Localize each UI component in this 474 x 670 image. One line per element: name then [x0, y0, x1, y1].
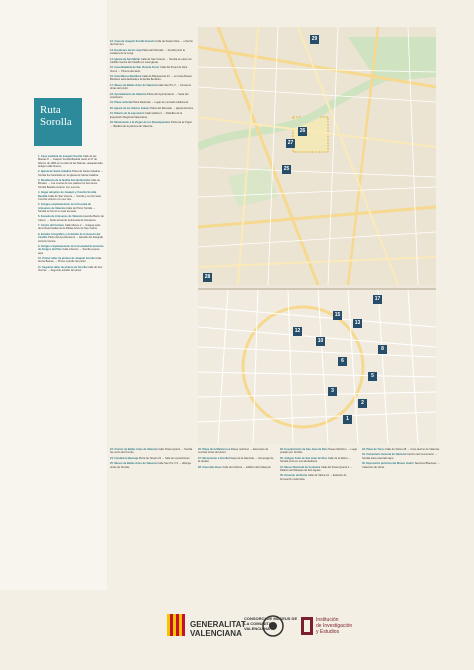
- map-marker[interactable]: 17: [374, 296, 381, 302]
- map-marker[interactable]: 1: [343, 415, 352, 424]
- entry-heading: 4. Hogar adoptivo de Joaquín y Concha Sorolla Bastida: [38, 191, 97, 198]
- entry-heading: 13. Escalones de la Lonja: [110, 48, 142, 52]
- entry-heading: 30. Antiguo Asilo de San Juan de Dios: [280, 456, 328, 460]
- entry-body: Calle de Xàtiva 24 → Estación de ferrocarril modernista.: [280, 474, 347, 481]
- map-marker[interactable]: 26: [299, 128, 306, 134]
- entry-heading: 10. Primer taller de pintura de Joaquín Sorolla: [38, 257, 95, 261]
- route-entry: [110, 112, 194, 119]
- entry-heading: 6. Escuela de Artesanos de Valencia: [38, 215, 83, 219]
- map-marker[interactable]: 27: [287, 140, 294, 146]
- route-entry: [280, 474, 358, 481]
- route-entry: [110, 457, 194, 460]
- left-column: [0, 0, 107, 590]
- entry-heading: 1. Casa natalicia de Joaquín Sorolla: [38, 155, 83, 158]
- entry-heading: 8. Estudio fotográfico y domicilio de la Gascón del Castillo: [38, 232, 101, 240]
- entry-body: Calle San Pío V 9 → Alberga obras de Sorolla.: [110, 462, 191, 469]
- map-marker[interactable]: 25: [283, 166, 290, 172]
- generalitat-name: GENERALITAT: [190, 620, 246, 629]
- entry-body: Calle de San Vicente → Sorolla se casó con Clotilde García del Castillo en esta iglesia.: [110, 57, 192, 64]
- map-marker[interactable]: 2: [358, 399, 367, 408]
- route-entry: [280, 466, 358, 473]
- entries-column-3b: [198, 448, 276, 471]
- generalitat-name-2: VALENCIANA: [190, 629, 242, 638]
- route-map[interactable]: [198, 27, 436, 444]
- route-entry: [280, 457, 358, 464]
- map-marker[interactable]: 13: [354, 320, 361, 326]
- entry-body: Plaza Redonda → Lugar de mercado tradicional.: [131, 101, 189, 105]
- entry-body: Calle de Santa Clara → el barrio del Carmen.: [110, 40, 193, 47]
- entry-heading: 21. Palacio de la exposición: [110, 112, 145, 116]
- entry-body: Calle de San Vicente → Sorolla y su hermana Concha vivieron con sus tíos.: [38, 194, 101, 201]
- route-entry: [38, 155, 104, 168]
- entry-body: Plaza de Santa Catalina → Sorolla fue bautizado en la iglesia de Santa Catalina.: [38, 170, 104, 177]
- entry-body: Plaza del Ayuntamiento → Sede del consistorio.: [110, 92, 189, 99]
- entry-body: Paseo de la Alameda → Homenaje de la ciudad.: [198, 456, 274, 464]
- entry-heading: 17. Museo de Bellas Artes de Valencia: [110, 83, 157, 87]
- entry-body: Tavernes Blanques → Colección de obras.: [362, 462, 440, 469]
- entry-heading: 16. Casa Museo Benlliure: [110, 75, 142, 79]
- entry-body: Avenida Barón de Cárcer → Sede actual de la Escuela de Artesanos.: [38, 215, 104, 222]
- route-entry: [110, 101, 194, 104]
- entry-body: Calle de San Vicente → Segundo estudio del pintor.: [38, 265, 103, 273]
- entry-body: Paseo Marítimo → Lugar pintado por Sorolla.: [280, 448, 358, 455]
- route-entry: [110, 75, 194, 82]
- entry-heading: 23. Círculo de Bellas Artes de Valencia: [110, 448, 158, 451]
- entry-body: Calle Libreros → Sorolla expuso aquí.: [38, 248, 100, 255]
- entry-heading: 24. Fundación Bancaja: [110, 456, 139, 460]
- route-entry: [38, 224, 104, 231]
- map-marker[interactable]: 6: [338, 357, 347, 366]
- entry-heading: 22. Monumento a la Virgen de los Desamparados: [110, 121, 171, 125]
- institucion-line-1: Institución: [316, 617, 339, 623]
- consorci-logo-text: CONSORCI DE MUSEUS DE LA COMUNITAT VALENCIANA: [244, 616, 298, 631]
- route-entry: [110, 462, 194, 469]
- institucion-logo-icon: [300, 616, 314, 636]
- entry-body: Calle Poeta Querol → Sorolla fue socio del Círculo.: [110, 448, 193, 455]
- route-entry: [362, 453, 440, 460]
- route-entry: [38, 257, 104, 264]
- route-entry: [110, 40, 194, 47]
- route-entry: [38, 245, 104, 255]
- entry-body: Calle del Poeta Querol 2 → Palacio del Marqués de Dos Aguas.: [280, 465, 353, 472]
- entry-body: Calle de la Reina → Edificio del Cabanyal.: [221, 465, 272, 469]
- entry-heading: 19. Plaza redonda: [110, 101, 132, 105]
- entry-heading: 28. Casa dels Bous: [198, 465, 222, 469]
- entry-heading: 5. Antiguo emplazamiento de la Escuela de Artesanos de Valencia: [38, 203, 91, 210]
- route-entry: [362, 462, 440, 469]
- entry-body: Calle de Bonaire → A la muerte de sus padres los hermanos Sorolla Bastida vivieron con sus tíos.: [38, 179, 101, 189]
- map-marker[interactable]: 10: [317, 338, 324, 344]
- entry-heading: 2. Iglesia de Santa Catalina: [38, 170, 72, 174]
- route-entry: [38, 233, 104, 243]
- entry-heading: 32. Estación del Norte: [280, 474, 308, 478]
- route-entry: [110, 66, 194, 73]
- map-marker[interactable]: 8: [378, 345, 387, 354]
- entry-heading: 12. Casa de Joaquín Sorolla Gascón: [110, 40, 155, 43]
- route-entry: [38, 170, 104, 177]
- route-entry: [110, 448, 194, 455]
- generalitat-logo-text: [190, 620, 246, 638]
- entries-column-3: [110, 448, 194, 471]
- route-entry: [110, 84, 194, 91]
- route-entry: [38, 191, 104, 201]
- entry-body: Calle de Xàtiva 28 → Coso taurino de Valencia.: [384, 448, 440, 451]
- entry-body: Plaza de la Virgen → Basílica de la patrona de Valencia.: [110, 121, 193, 128]
- map-marker[interactable]: 5: [368, 372, 377, 381]
- entry-heading: 11. Segundo taller de pintura de Sorolla: [38, 265, 87, 269]
- map-streets: [198, 27, 436, 444]
- route-entry: [280, 448, 358, 455]
- route-entry: [38, 203, 104, 213]
- route-entry: [110, 121, 194, 128]
- entry-body: Calle de las Mantas 8 → Joaquín Sorolla Bastida nació el 27 de febrero de 1863 en la calle de las Mantas, desaparecida antiguo calle Nueva.: [38, 155, 103, 168]
- entry-heading: 26. Playa de la Malvarrosa: [198, 448, 231, 451]
- entry-body: Calle de las Barcas → Primer estudio del pintor.: [38, 257, 102, 264]
- footer: [0, 590, 474, 670]
- entry-body: Camino del Cementerio → Sorolla está enterrado aquí.: [362, 453, 438, 460]
- entries-column-5: [362, 448, 440, 471]
- entries-column-1: [38, 155, 104, 275]
- entry-heading: 14. Iglesia de San Martín: [110, 57, 141, 61]
- route-entry: [38, 215, 104, 222]
- institucion-line-3: y Estudios: [316, 629, 340, 635]
- entry-body: Plaza del Mercado → Iglesia barroca.: [149, 106, 194, 110]
- title-line-1: Ruta: [40, 104, 61, 116]
- map-marker[interactable]: 29: [311, 36, 318, 42]
- entry-body: Calle de Pintor Sorolla → Sorolla se formó en esta escuela.: [38, 206, 96, 213]
- entry-heading: 27. Monumento a Sorolla: [198, 456, 229, 460]
- entry-body: Plaza del Ayuntamiento → Estudio del fotógrafo Antonio García.: [38, 236, 103, 243]
- entry-heading: 29. Hospital Asilo de San Juan de Dios: [280, 448, 328, 451]
- route-entry: [362, 448, 440, 451]
- institucion-line-2: de Investigación: [316, 623, 353, 629]
- entry-body: Calle de Blanquerías 23 → La Casa Museo Benlliure está dedicada a la familia Benlliure.: [110, 75, 192, 82]
- entry-heading: 25. Museo de Bellas Artes de Valencia: [110, 462, 157, 466]
- entries-column-2: [110, 40, 194, 130]
- route-entry: [38, 179, 104, 189]
- route-entry: [110, 93, 194, 100]
- entry-body: Calle Museo 2 → Antigua sede de la Real Academia de Bellas Artes de San Carlos.: [38, 224, 101, 231]
- route-entry: [38, 266, 104, 273]
- map-marker[interactable]: 28: [204, 274, 211, 280]
- route-entry: [198, 448, 276, 455]
- entry-heading: 18. Ayuntamiento de Valencia: [110, 92, 147, 96]
- entry-body: Plaza de Tetuán 23 → Sala de exposiciones.: [138, 456, 191, 460]
- entry-heading: 35. Exposición pictórica del Museo Lladró: [362, 462, 414, 466]
- entry-heading: 20. Iglesia de los Santos Juanes: [110, 106, 150, 110]
- route-entry: [198, 466, 276, 469]
- entry-heading: 33. Plaza de Toros: [362, 448, 385, 451]
- map-marker[interactable]: 3: [328, 387, 337, 396]
- entry-body: Calle del Pouet de Sant Vicent → Pintura del autor.: [110, 66, 188, 73]
- map-marker[interactable]: 15: [334, 312, 341, 318]
- entry-body: Paseo marítimo → Escenario de muchas obras del pintor.: [198, 448, 269, 455]
- entry-body: Calle Galicia 2 → Pabellón de la Exposición Regional Valenciana.: [110, 112, 183, 119]
- route-entry: [110, 49, 194, 56]
- entry-heading: 15. Casa Natalicia de San Vicente Ferrer: [110, 66, 160, 70]
- route-title: [34, 98, 82, 146]
- entry-heading: 7. Centro del Carmen: [38, 224, 65, 228]
- entry-heading: 3. Residencia de la familia Sorolla Bastida: [38, 179, 90, 183]
- route-entry: [110, 107, 194, 110]
- entries-column-4: [280, 448, 358, 483]
- map-marker[interactable]: 12: [294, 328, 301, 334]
- entry-body: Calle de la Reina → Sorolla pintó en sus alrededores.: [280, 456, 351, 464]
- route-entry: [198, 457, 276, 464]
- generalitat-shield-icon: [165, 612, 187, 638]
- institucion-logo-text: [316, 617, 352, 635]
- entry-heading: 9. Antiguo emplazamiento de la Sociedad Económica de Amigos del País: [38, 245, 104, 252]
- entry-body: Plaza del Mercado → Sorolla pintó la escalera de la Lonja.: [110, 48, 185, 56]
- entry-heading: 34. Cementerio General de Valencia: [362, 453, 406, 457]
- title-line-2: Sorolla: [40, 116, 72, 128]
- entry-heading: 31. Museo Nacional de Cerámica: [280, 465, 321, 469]
- entry-body: Calle San Pío V → Conserva obras del pintor.: [110, 83, 191, 91]
- route-entry: [110, 58, 194, 65]
